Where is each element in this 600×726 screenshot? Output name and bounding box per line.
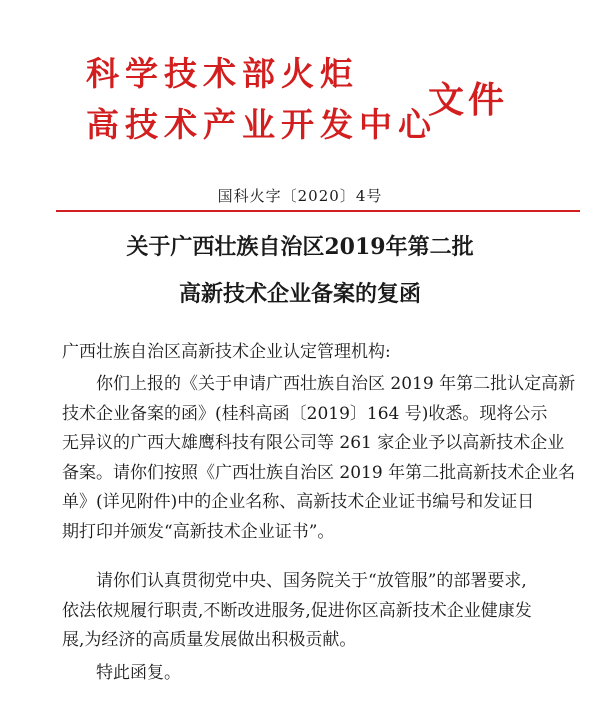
paragraph-line: 期打印并颁发“高新技术企业证书”。	[62, 521, 335, 542]
salutation: 广西壮族自治区高新技术企业认定管理机构:	[62, 342, 391, 362]
closing-remark: 特此函复。	[96, 663, 181, 683]
paragraph-line: 单》(详见附件)中的企业名称、高新技术企业证书编号和发证日	[62, 492, 535, 512]
paragraph-line: 你们上报的《关于申请广西壮族自治区 2019 年第二批认定高新	[96, 374, 576, 394]
paragraph-line: 依法依规履行职责,不断改进服务,促进你区高新技术企业健康发	[62, 600, 532, 621]
body-paragraph-2	[62, 567, 582, 656]
document-number: 国科火字〔2020〕4号	[217, 187, 383, 205]
letterhead	[0, 0, 600, 175]
document-type-label: 文件	[428, 80, 509, 121]
body-paragraph-1	[62, 370, 582, 547]
document-title-line-1: 关于广西壮族自治区2019年第二批	[126, 234, 474, 260]
paragraph-line: 无异议的广西大雄鹰科技有限公司等 261 家企业予以高新技术企业	[62, 433, 565, 453]
paragraph-line: 备案。请你们按照《广西壮族自治区 2019 年第二批高新技术企业名	[62, 462, 576, 483]
paragraph-line: 展,为经济的高质量发展做出积极贡献。	[62, 630, 357, 650]
paragraph-line: 技术企业备案的函》(桂科高函〔2019〕164 号)收悉。现将公示	[62, 403, 548, 424]
document-title-line-2: 高新技术企业备案的复函	[178, 281, 421, 307]
letterhead-divider	[56, 210, 580, 212]
issuer-name-line-2: 高技术产业开发中心	[86, 105, 437, 144]
paragraph-line: 请你们认真贯彻党中央、国务院关于“放管服”的部署要求,	[96, 571, 527, 591]
issuer-name-line-1: 科学技术部火炬	[86, 54, 359, 93]
